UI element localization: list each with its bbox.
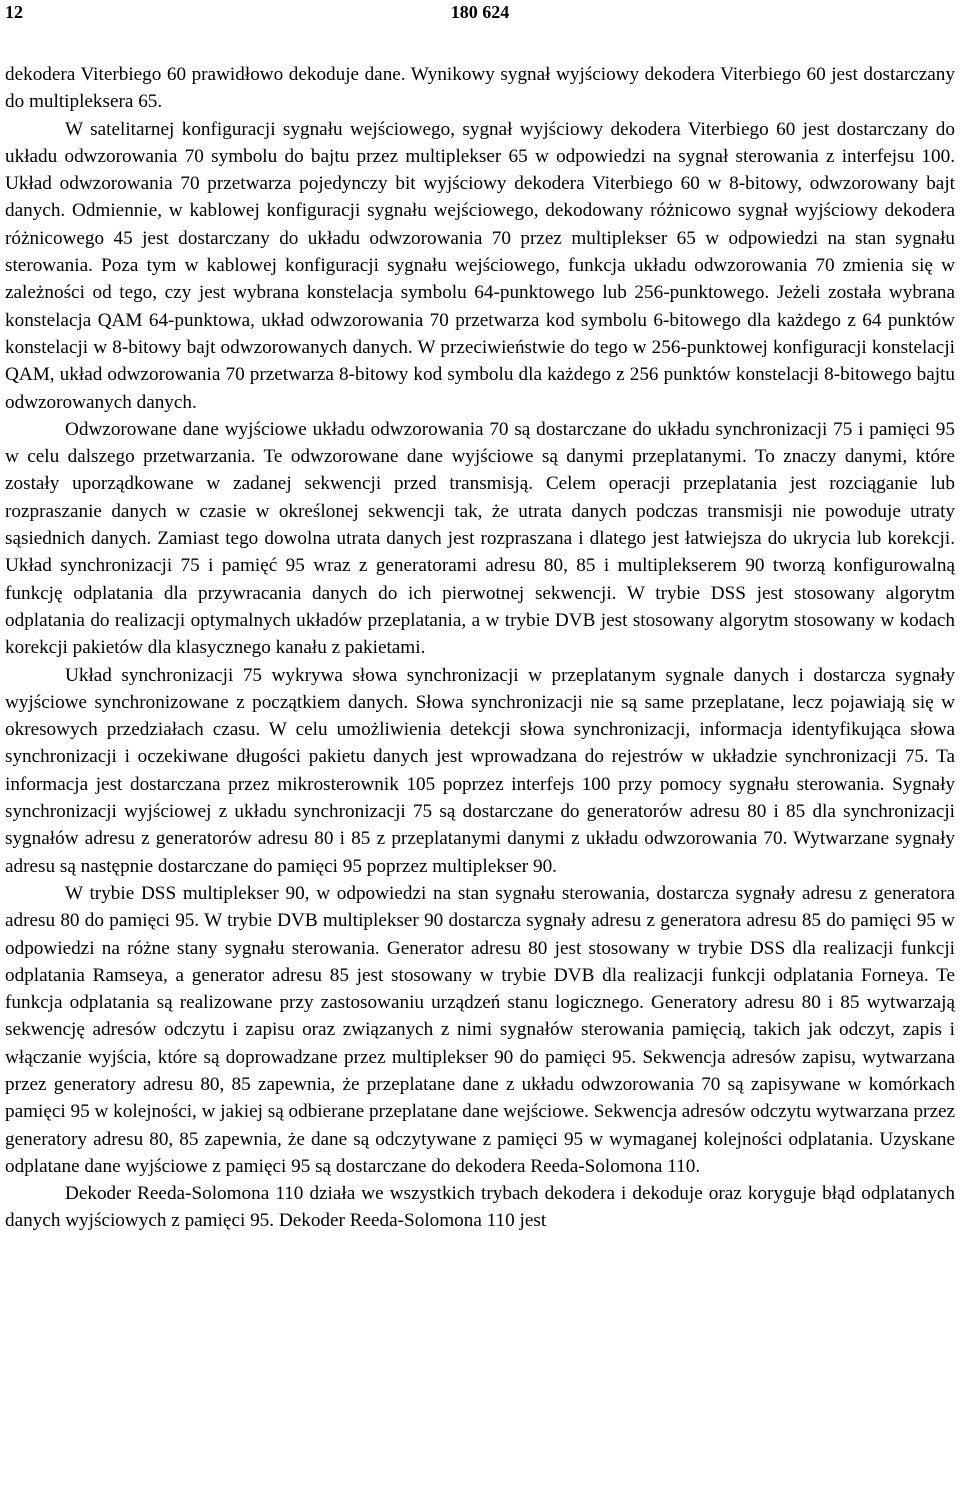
paragraph: Dekoder Reeda-Solomona 110 działa we wszystkich trybach dekodera i dekoduje oraz koryguje błąd odplatanych danych wyjściowych z pamięci 95. Dekoder Reeda-Solomona 110 jest — [5, 1183, 955, 1232]
document-number: 180 624 — [450, 2, 510, 22]
document-body — [5, 61, 955, 1235]
paragraph: W satelitarnej konfiguracji sygnału wejściowego, sygnał wyjściowy dekodera Viterbiego 60 jest dostarczany do układu odwzorowania 70 symbolu do bajtu przez multiplekser 65 w odpowiedzi na sygnał sterowania z interfejsu 100. Układ odwzorowania 70 przetwarza pojedynczy bit wyjściowy dekodera Viterbiego 60 w 8-bitowy, odwzorowany bajt danych. Odmiennie, w kablowej konfiguracji sygnału wejściowego, dekodowany różnicowo sygnał wyjściowy dekodera różnicowego 45 jest dostarczany do układu odwzorowania 70 przez multiplekser 65 w odpowiedzi na stan sygnału sterowania. Poza tym w kablowej konfiguracji sygnału wejściowego, funkcja układu odwzorowania 70 zmienia się w zależności od tego, czy jest wybrana konstelacja symbolu 64-punktowego lub 256-punktowego. Jeżeli została wybrana konstelacja QAM 64-punktowa, układ odwzorowania 70 przetwarza kod symbolu 6-bitowego dla każdego z 64 punktów konstelacji w 8-bitowy bajt odwzorowanych danych. W przeciwieństwie do tego w 256-punktowej konfiguracji konstelacji QAM, układ odwzorowania 70 przetwarza 8-bitowy kod symbolu dla każdego z 256 punktów konstelacji 8-bitowego bajtu odwzorowanych danych. — [5, 118, 955, 413]
document-page — [5, 0, 955, 1235]
paragraph: Odwzorowane dane wyjściowe układu odwzorowania 70 są dostarczane do układu synchronizacji 75 i pamięci 95 w celu dalszego przetwarzania. Te odwzorowane dane wyjściowe są danymi przeplatanymi. To znaczy danymi, które zostały uporządkowane w zadanej sekwencji przed transmisją. Celem operacji przeplatania jest rozciąganie lub rozpraszanie danych w czasie w określonej sekwencji tak, że utrata danych podczas transmisji nie powoduje utraty sąsiednich danych. Zamiast tego dowolna utrata danych jest rozpraszana i dlatego jest łatwiejsza do ukrycia lub korekcji. Układ synchronizacji 75 i pamięć 95 wraz z generatorami adresu 80, 85 i multiplekserem 90 tworzą konfigurowalną funkcję odplatania dla przywracania danych do ich pierwotnej sekwencji. W trybie DSS jest stosowany algorytm odplatania do realizacji optymalnych układów przeplatania, a w trybie DVB jest stosowany algorytm stosowany w kodach korekcji pakietów dla klasycznego kanału z pakietami. — [5, 418, 955, 659]
page-header — [5, 0, 955, 36]
paragraph: Układ synchronizacji 75 wykrywa słowa synchronizacji w przeplatanym sygnale danych i dostarcza sygnały wyjściowe synchronizowane z początkiem danych. Słowa synchronizacji nie są same przeplatane, lecz pojawiają się w okresowych przedziałach czasu. W celu umożliwienia detekcji słowa synchronizacji, informacja identyfikująca słowa synchronizacji i oczekiwane długości pakietu danych jest wprowadzana do rejestrów w układzie synchronizacji 75. Ta informacja jest dostarczana przez mikrosterownik 105 poprzez interfejs 100 przy pomocy sygnału sterowania. Sygnały synchronizacji wyjściowej z układu synchronizacji 75 są dostarczane do generatorów adresu 80 i 85 dla synchronizacji sygnałów adresu z generatorów adresu 80 i 85 z przeplatanymi danymi z układu odwzorowania 70. Wytwarzane sygnały adresu są następnie dostarczane do pamięci 95 poprzez multiplekser 90. — [5, 664, 955, 877]
page-number: 12 — [5, 2, 23, 22]
paragraph: W trybie DSS multiplekser 90, w odpowiedzi na stan sygnału sterowania, dostarcza sygnały adresu z generatora adresu 80 do pamięci 95. W trybie DVB multiplekser 90 dostarcza sygnały adresu z generatora adresu 85 do pamięci 95 w odpowiedzi na różne stany sygnału sterowania. Generator adresu 80 jest stosowany w trybie DSS dla realizacji funkcji odplatania Ramseya, a generator adresu 85 jest stosowany w trybie DVB dla realizacji funkcji odplatania Forneya. Te funkcja odplatania są realizowane przy zastosowaniu urządzeń stanu logicznego. Generatory adresu 80 i 85 wytwarzają sekwencję adresów odczytu i zapisu oraz związanych z nimi sygnałów sterowania pamięcią, takich jak odczyt, zapis i włączanie wyjścia, które są doprowadzane przez multiplekser 90 do pamięci 95. Sekwencja adresów zapisu, wytwarzana przez generatory adresu 80, 85 zapewnia, że przeplatane dane z układu odwzorowania 70 są zapisywane w komórkach pamięci 95 w kolejności, w jakiej są odbierane przeplatane dane wejściowe. Sekwencja adresów odczytu wytwarzana przez generatory adresu 80, 85 zapewnia, że dane są odczytywane z pamięci 95 w wymaganej kolejności odplatania. Uzyskane odplatane dane wyjściowe z pamięci 95 są dostarczane do dekodera Reeda-Solomona 110. — [5, 882, 955, 1177]
paragraph: dekodera Viterbiego 60 prawidłowo dekoduje dane. Wynikowy sygnał wyjściowy dekodera Viterbiego 60 jest dostarczany do multipleksera 65. — [5, 64, 955, 113]
